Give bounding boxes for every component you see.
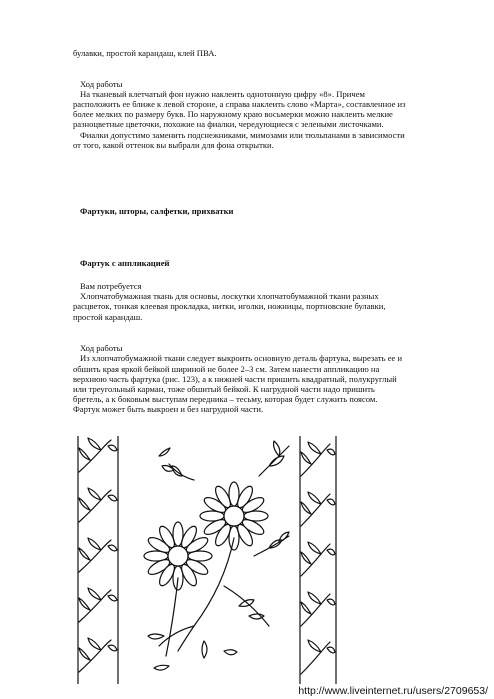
section1-line-3: более мелких по размеру букв. По наружному краю восьмерки можно наклеить мелкие (73, 109, 393, 119)
subsection-title: Фартук с аппликацией (80, 258, 170, 268)
section2-line-6: Фартук может быть выкроен и без нагрудной части. (73, 404, 264, 414)
chapter-title: Фартуки, шторы, салфетки, прихватки (80, 206, 234, 216)
leaf-sprig-icon (148, 441, 289, 670)
vine-border-icon (300, 436, 336, 684)
section1-heading: Ход работы (80, 79, 123, 89)
section1-line-6: от того, какой оттенок вы выбрали для фона открытки. (73, 140, 274, 150)
section1-line-4: разноцветные цветочки, похожие на фиалки, чередующиеся с зелеными листочками. (73, 119, 384, 129)
section1-line-1: На тканевый клетчатый фон нужно наклеить однотонную цифру «8». Причем (80, 89, 365, 99)
section2-line-4: или треугольный карман, тоже обшитый бейкой. К нагрудной части надо пришить (73, 384, 375, 394)
section2-line-3: верхнюю часть фартука (рис. 123), а к нижней части пришить квадратный, полукруглый (73, 374, 397, 384)
section1-line-5: Фиалки допустимо заменить подснежниками, мимозами или тюльпанами в зависимости (80, 130, 405, 140)
daisy-flower-icon (144, 482, 268, 590)
materials-line-2: расцветок, тонкая клеевая прокладка, нитки, иголки, ножницы, портновские булавки, (73, 301, 386, 311)
section2-line-2: обшить края яркой бейкой шириной не более 2–3 см. Затем нанести аппликацию на (73, 364, 380, 374)
materials-heading: Вам потребуется (80, 281, 142, 291)
materials-line-3: простой карандаш. (73, 312, 143, 322)
section1-line-2: расположить ее ближе к левой стороне, а справа наклеить слово «Марта», составленное из (73, 99, 406, 109)
section2-heading: Ход работы (80, 343, 123, 353)
section2-line-5: бретель, а к боковым выступам передника – тесьму, которая будет служить поясом. (73, 394, 378, 404)
materials-line-1: Хлопчатобумажная ткань для основы, лоскутки хлопчатобумажной ткани разных (80, 291, 379, 301)
applique-pattern-figure (74, 436, 434, 684)
watermark-url: http://www.liveinternet.ru/users/2709653/ (298, 685, 488, 697)
vine-border-icon (78, 436, 118, 684)
section2-line-1: Из хлопчатобумажной ткани следует выкроить основную деталь фартука, вырезать ее и (80, 353, 403, 363)
intro-line: булавки, простой карандаш, клей ПВА. (73, 48, 217, 58)
